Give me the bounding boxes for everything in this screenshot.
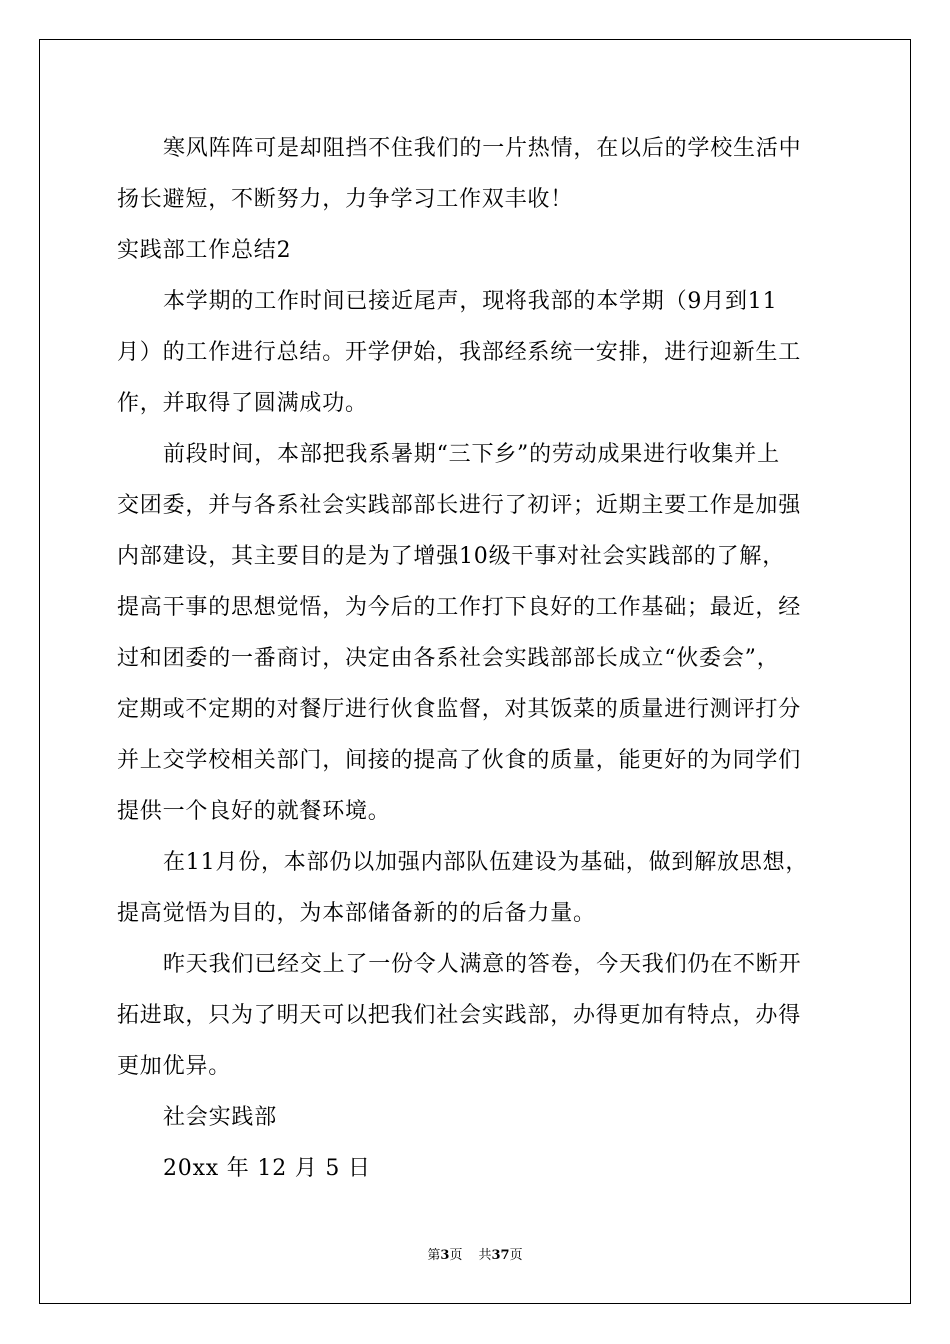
document-body (117, 123, 837, 1194)
paragraph-line: 在11月份，本部仍以加强内部队伍建设为基础，做到解放思想， (163, 850, 809, 875)
paragraph-line: 作，并取得了圆满成功。 (117, 391, 368, 416)
total-suffix: 页 (509, 1248, 523, 1263)
page-prefix: 第 (427, 1248, 441, 1263)
page-number: 3 (440, 1248, 450, 1263)
page-suffix: 页 (449, 1248, 463, 1263)
paragraph-line: 更加优异。 (117, 1054, 232, 1079)
paragraph-line: 提供一个良好的就餐环境。 (117, 799, 391, 824)
paragraph-line: 扬长避短，不断努力，力争学习工作双丰收！ (117, 187, 574, 212)
paragraph-line: 提高觉悟为目的，为本部储备新的的后备力量。 (117, 901, 596, 926)
paragraph-line: 过和团委的一番商讨，决定由各系社会实践部部长成立“伙委会”， (117, 646, 780, 671)
paragraph-line: 寒风阵阵可是却阻挡不住我们的一片热情，在以后的学校生活中 (163, 136, 802, 161)
section-heading: 实践部工作总结2 (117, 238, 292, 263)
paragraph-line: 定期或不定期的对餐厅进行伙食监督，对其饭菜的质量进行测评打分 (117, 697, 802, 722)
paragraph-line: 月）的工作进行总结。开学伊始，我部经系统一安排，进行迎新生工 (117, 340, 802, 365)
page-footer (0, 1244, 950, 1263)
paragraph-line: 本学期的工作时间已接近尾声，现将我部的本学期（9月到11 (163, 289, 778, 314)
total-pages: 37 (491, 1248, 510, 1263)
paragraph-line: 拓进取，只为了明天可以把我们社会实践部，办得更加有特点，办得 (117, 1003, 802, 1028)
paragraph-line: 提高干事的思想觉悟，为今后的工作打下良好的工作基础；最近，经 (117, 595, 802, 620)
total-prefix: 共 (478, 1248, 492, 1263)
paragraph-line: 内部建设，其主要目的是为了增强10级干事对社会实践部的了解， (117, 544, 785, 569)
signature-date: 20xx 年 12 月 5 日 (163, 1156, 371, 1181)
paragraph-line: 昨天我们已经交上了一份令人满意的答卷，今天我们仍在不断开 (163, 952, 802, 977)
paragraph-line: 并上交学校相关部门，间接的提高了伙食的质量，能更好的为同学们 (117, 748, 802, 773)
signature-department: 社会实践部 (163, 1105, 278, 1130)
paragraph-line: 交团委，并与各系社会实践部部长进行了初评；近期主要工作是加强 (117, 493, 802, 518)
paragraph-line: 前段时间，本部把我系暑期“三下乡”的劳动成果进行收集并上 (163, 442, 780, 467)
